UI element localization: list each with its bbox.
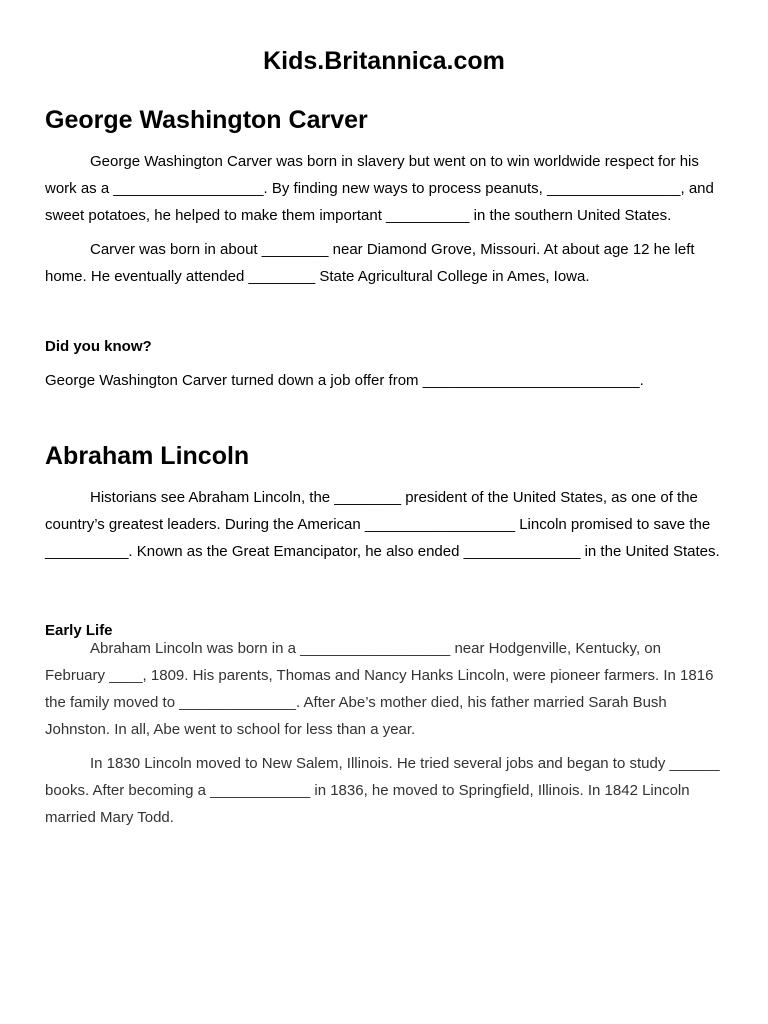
site-title: Kids.Britannica.com	[263, 47, 505, 75]
did-you-know-text: George Washington Carver turned down a job offer from __________________________.	[45, 372, 644, 389]
lincoln-paragraph-2: Abraham Lincoln was born in a __________________ near Hodgenville, Kentucky, on February ____, 1809. His parents, Thomas and Nancy Hanks Lincoln, were pioneer farmers. In 1816 the family moved to ______________. After Abe’s mother died, his father married Sarah Bush Johnston. In all, Abe went to school for less than a year.	[45, 640, 714, 738]
lincoln-paragraph-1: Historians see Abraham Lincoln, the ________ president of the United States, as one of the country’s greatest leaders. During the American __________________ Lincoln promised to save the __________. Known as the Great Emancipator, he also ended ______________ in the United States.	[45, 489, 720, 560]
did-you-know-heading: Did you know?	[45, 338, 152, 355]
carver-paragraph-1: George Washington Carver was born in slavery but went on to win worldwide respect for his work as a __________________. By finding new ways to process peanuts, ________________, and sweet potatoes, he helped to make them important __________ in the southern United States.	[45, 153, 714, 224]
early-life-heading: Early Life	[45, 622, 113, 639]
carver-heading: George Washington Carver	[45, 106, 368, 134]
carver-paragraph-2: Carver was born in about ________ near Diamond Grove, Missouri. At about age 12 he left home. He eventually attended ________ State Agricultural College in Ames, Iowa.	[45, 241, 695, 285]
lincoln-paragraph-3: In 1830 Lincoln moved to New Salem, Illinois. He tried several jobs and began to study ______ books. After becoming a ____________ in 1836, he moved to Springfield, Illinois. In 1842 Lincoln married Mary Todd.	[45, 755, 720, 826]
lincoln-heading: Abraham Lincoln	[45, 442, 250, 470]
